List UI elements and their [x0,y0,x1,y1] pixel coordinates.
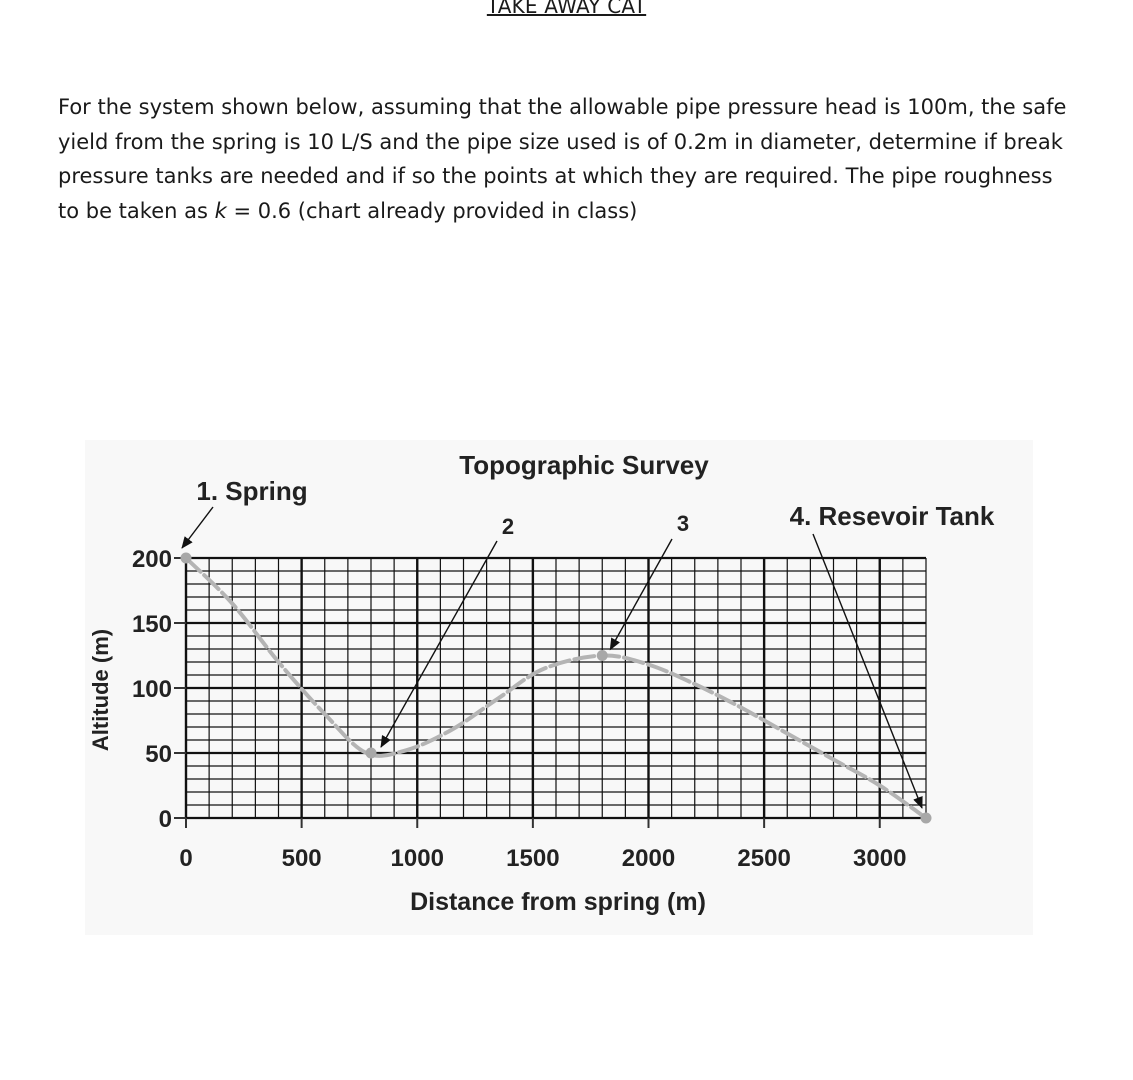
survey-point [366,748,377,759]
survey-point [921,813,932,824]
survey-point [181,553,192,564]
annotation-label: 4. Resevoir Tank [789,501,995,531]
y-tick-label: 150 [131,611,172,638]
chart-grid [186,558,926,818]
survey-point [597,650,608,661]
question-line: yield from the spring is 10 L/S and the pipe size used is of 0.2m in diameter, determine if break [58,129,1063,154]
question-line-prefix: to be taken as [58,198,215,223]
chart-title: Topographic Survey [459,450,709,480]
y-axis-label: Altitude (m) [88,628,113,752]
annotation-label: 2 [501,514,515,539]
question-line-suffix: = 0.6 (chart already provided in class) [226,198,638,223]
annotation-label: 3 [676,511,690,536]
y-tick-label: 100 [131,676,172,703]
x-tick-label: 500 [281,845,322,872]
page-heading: TAKE AWAY CAT [486,0,647,18]
roughness-variable: k [214,198,227,223]
x-tick-label: 1500 [506,845,560,872]
question-line: pressure tanks are needed and if so the points at which they are required. The pipe roughness [58,164,1053,188]
x-tick-label: 2000 [621,845,676,872]
y-tick-label: 50 [145,741,172,768]
x-tick-label: 3000 [853,845,907,872]
question-line: For the system shown below, assuming that the allowable pipe pressure head is 100m, the safe [58,95,1067,119]
x-axis-label: Distance from spring (m) [410,888,706,916]
y-tick-label: 200 [131,546,172,573]
x-tick-label: 2500 [737,845,791,872]
x-tick-label: 1000 [390,845,444,872]
annotation-label: 1. Spring [196,476,308,506]
y-tick-label: 0 [158,806,172,833]
x-tick-label: 0 [179,845,193,872]
